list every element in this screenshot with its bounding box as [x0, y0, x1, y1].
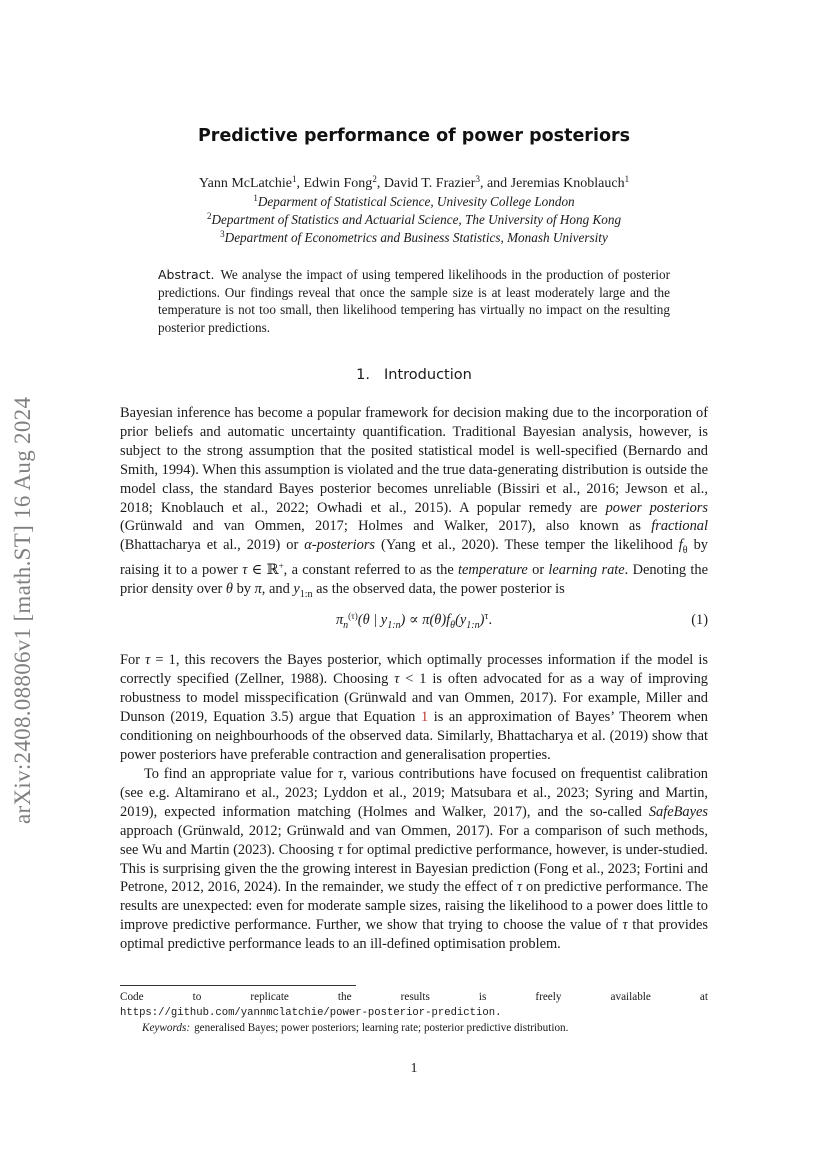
- text-run: θ: [682, 545, 688, 557]
- text-run: τ: [337, 766, 344, 782]
- equation-1: [120, 612, 708, 634]
- section-number: 1.: [356, 367, 371, 383]
- author-name: David T. Frazier: [383, 176, 476, 191]
- intro-paragraph-1: [120, 404, 708, 605]
- equation-number: (1): [691, 612, 708, 628]
- code-url-link[interactable]: https://github.com/yannmclatchie/power-posterior-prediction.: [120, 1007, 502, 1019]
- text-run: α-posteriors: [304, 537, 376, 554]
- author-affiliation-mark: 2: [372, 174, 377, 184]
- text-run: by: [232, 581, 255, 598]
- abstract-label: Abstract.: [158, 267, 215, 282]
- text-run: ∈ ℝ: [247, 562, 279, 579]
- text-run: that provides optimal predictive performance leads to an ill-defined optimisation problem.: [120, 917, 709, 953]
- arxiv-identifier-stamp: arXiv:2408.08806v1 [math.ST] 16 Aug 2024: [10, 396, 35, 824]
- text-run: (Yang et al., 2020). These temper the likelihood: [375, 537, 679, 554]
- text-run: τ: [337, 841, 343, 858]
- text-run: by raising it to a power: [120, 537, 708, 579]
- text-run: SafeBayes: [648, 803, 708, 820]
- text-run: Bayesian inference has become a popular framework for decision making due to the incorporation of prior beliefs and automatic uncertainty quantification. Traditional Bayesian analysis, however, is subject to the strong assumption that the posited statistical model is well-specified (Bernardo and Smith, 1994). When this assumption is violated and the true data-generating distribution is outside the model class, the standard Bayes posterior becomes unreliable (Bissiri et al., 2016; Jewson et al., 2018; Knoblauch et al., 2022; Owhadi et al., 2015). A popular remedy are: [120, 405, 708, 516]
- affiliation-2: $^2$Department of Statistics and Actuarial Science, The University of Hong Kong: [206, 211, 622, 227]
- text-run: , various contributions have focused on frequentist calibration (see e.g. Altamirano et al., 2023; Lyddon et al., 2019; Matsubara et al., 2023; Syring and Martin, 2019), expected information matching (Holmes and Walker, 2017), and the so-called: [120, 766, 708, 820]
- text-run: f: [678, 537, 683, 554]
- text-run: τ: [394, 670, 400, 687]
- text-run: temperature: [458, 562, 528, 579]
- text-run: For: [120, 652, 146, 668]
- equation-expression: $\pi_n^{(\tau)}(\theta$ | $y_{1:n}) \propto \pi(\theta)f_\theta(y_{1:n})^\tau$.: [335, 611, 493, 631]
- text-run: = 1, this recovers the Bayes posterior, which optimally processes information if the model is correctly specified (Zellner, 1988). Choosing: [120, 652, 708, 687]
- author-name: Yann McLatchie: [198, 176, 292, 191]
- text-run: < 1 is often advocated for as a way of improving robustness to model misspecification (Grünwald and van Ommen, 2017). For example, Miller and Dunson (2019, Equation 3.5) argue that Equation: [120, 670, 708, 725]
- text-run: for optimal predictive performance, however, is under-studied. This is surprising given the the growing interest in Bayesian prediction (Fong et al., 2023; Fortini and Petrone, 2012, 2016, 2024). In the remainder, we study the effect of: [120, 841, 708, 896]
- equation-reference-link[interactable]: 1: [420, 708, 429, 725]
- text-run: , a constant referred to as the: [283, 562, 459, 579]
- paper-title: Predictive performance of power posteriors: [197, 126, 631, 146]
- footnote-keywords: Keywords: generalised Bayes; power posteriors; learning rate; posterior predictive distribution.: [142, 1022, 569, 1034]
- author-affiliation-mark: 3: [475, 174, 480, 184]
- section-heading-introduction: [0, 367, 828, 383]
- intro-paragraph-3: [120, 765, 708, 954]
- text-run: , and: [261, 581, 294, 598]
- text-run: power posteriors: [605, 499, 708, 516]
- text-run: τ: [242, 562, 248, 579]
- text-run: τ: [145, 652, 151, 668]
- text-run: To find an appropriate value for: [144, 766, 338, 782]
- text-run: +: [278, 561, 284, 572]
- text-run: approach (Grünwald, 2012; Grünwald and van Ommen, 2017). For a comparison of such methods, see Wu and Martin (2023). Choosing: [120, 822, 708, 858]
- text-run: (Grünwald and van Ommen, 2017; Holmes and Walker, 2017), also known as: [120, 518, 652, 535]
- text-run: on predictive performance. The results are unexpected: even for moderate sample sizes, raising the likelihood to a power does little to improve predictive performance. Further, we show that trying to choose the value of: [120, 879, 709, 934]
- text-run: τ: [622, 917, 628, 934]
- text-run: y: [293, 581, 300, 598]
- author-affiliation-mark: 1: [624, 174, 630, 184]
- text-run: τ: [516, 879, 523, 896]
- intro-paragraph-2: [120, 651, 708, 764]
- text-run: is an approximation of Bayes’ Theorem when conditioning on neighbourhoods of the observed data. Similarly, Bhattacharya et al. (2019) show that power posteriors have preferable contraction and generalisation properties.: [120, 708, 708, 763]
- author-list: [0, 174, 828, 194]
- text-run: learning rate: [548, 562, 625, 579]
- affiliation-3: $^3$Department of Econometrics and Business Statistics, Monash University: [220, 229, 608, 245]
- text-run: as the observed data, the power posterior is: [312, 581, 565, 598]
- author-separator: , and: [479, 176, 511, 191]
- text-run: π: [254, 581, 262, 598]
- author-separator: ,: [376, 176, 384, 191]
- section-title: Introduction: [384, 367, 472, 383]
- abstract-text: We analyse the impact of using tempered likelihoods in the production of posterior predictions. Our findings reveal that once the sample size is at least moderately large and the temperature is not too small, then likelihood tempering has virtually no impact on the resulting posterior predictions.: [158, 267, 670, 335]
- abstract: [158, 266, 670, 336]
- footnote-rule: [120, 985, 356, 986]
- text-run: or: [527, 562, 549, 579]
- author-affiliation-mark: 1: [291, 174, 297, 184]
- page-number: 1: [410, 1061, 418, 1076]
- text-run: θ: [225, 581, 233, 598]
- affiliation-1: $^1$Deparment of Statistical Science, Univesity College London: [253, 193, 575, 209]
- author-name: Edwin Fong: [303, 176, 373, 191]
- footnote-code: Code to replicate the results is freely available at https://github.com/yannmclatchie/power-posterior-prediction.: [120, 991, 708, 1019]
- text-run: (Bhattacharya et al., 2019) or: [120, 537, 305, 554]
- author-separator: ,: [296, 176, 304, 191]
- text-run: fractional: [651, 518, 708, 535]
- text-run: 1:n: [299, 588, 313, 600]
- text-run: . Denoting the prior density over: [120, 562, 709, 598]
- author-name: Jeremias Knoblauch: [510, 176, 625, 191]
